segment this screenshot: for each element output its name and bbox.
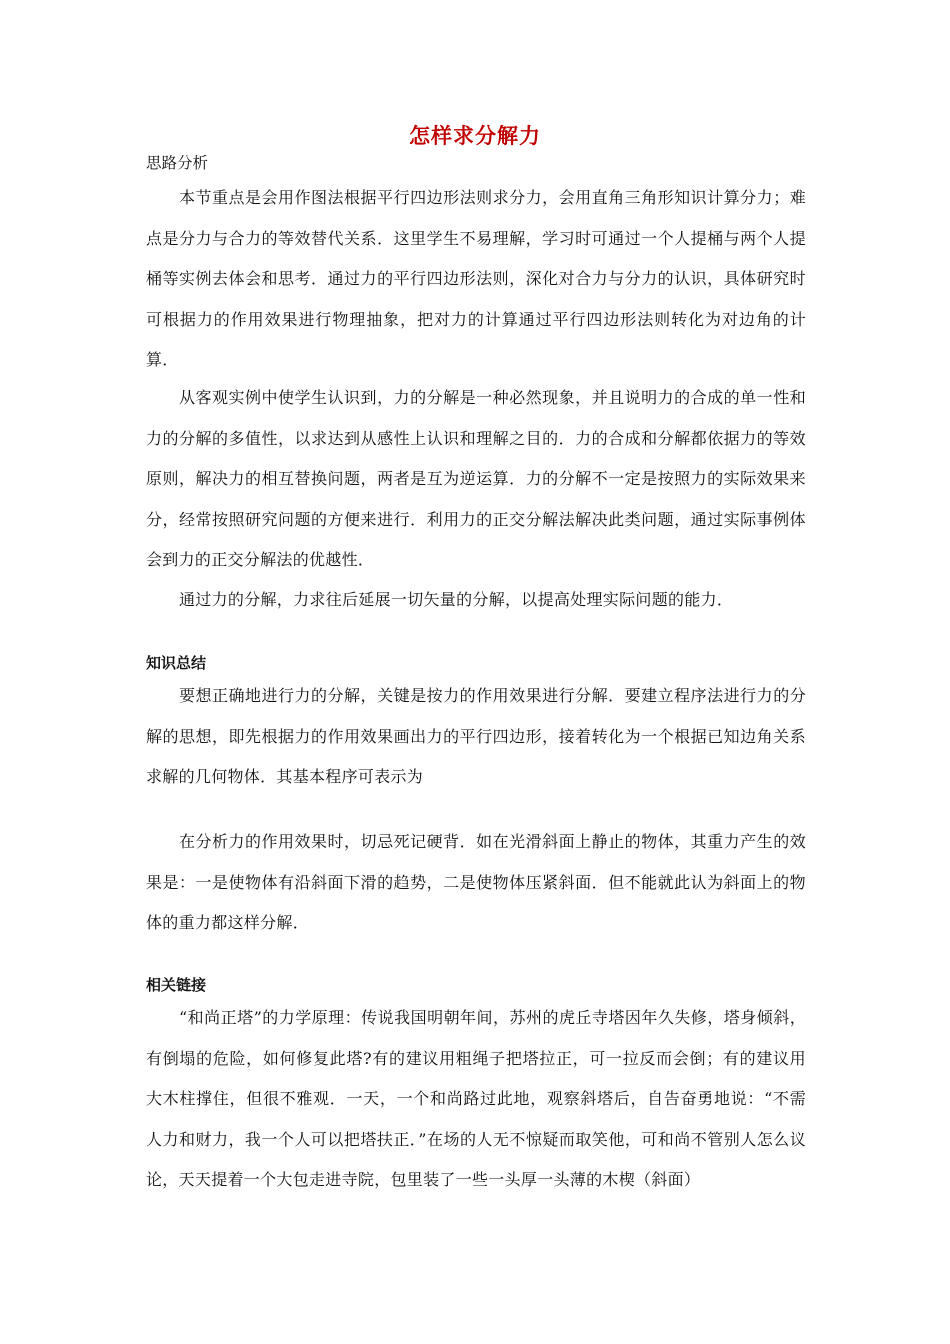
paragraph-analysis-2: 从客观实例中使学生认识到，力的分解是一种必然现象，并且说明力的合成的单一性和力的分解的多值性，以求达到从感性上认识和理解之目的．力的合成和分解都依据力的等效原则，解决力的相互替换问题，两者是互为逆运算．力的分解不一定是按照力的实际效果来分，经常按照研究问题的方便来进行．利用力的正交分解法解决此类问题，通过实际事例体会到力的正交分解法的优越性． bbox=[146, 388, 806, 569]
document-title: 怎样求分解力 bbox=[409, 124, 541, 148]
paragraph-analysis-3: 通过力的分解，力求往后延展一切矢量的分解，以提高处理实际问题的能力． bbox=[179, 590, 734, 609]
section-heading-summary: 知识总结 bbox=[146, 654, 207, 672]
paragraph-summary-1: 要想正确地进行力的分解，关键是按力的作用效果进行分解．要建立程序法进行力的分解的思想，即先根据力的作用效果画出力的平行四边形，接着转化为一个根据已知边角关系求解的几何物体．其基本程序可表示为 bbox=[146, 686, 806, 786]
paragraph-links-1: “和尚正塔”的力学原理：传说我国明朝年间，苏州的虎丘寺塔因年久失修，塔身倾斜，有倒塌的危险，如何修复此塔?有的建议用粗绳子把塔拉正，可一拉反而会倒；有的建议用大木柱撑住，但很不雅观．一天，一个和尚路过此地，观察斜塔后，自告奋勇地说：“不需人力和财力，我一个人可以把塔扶正．”在场的人无不惊疑而取笑他，可和尚不管别人怎么议论，天天提着一个大包走进寺院，包里装了一些一头厚一头薄的木楔（斜面） bbox=[146, 1008, 806, 1189]
paragraph-summary-2: 在分析力的作用效果时，切忌死记硬背．如在光滑斜面上静止的物体，其重力产生的效果是：一是使物体有沿斜面下滑的趋势，二是使物体压紧斜面．但不能就此认为斜面上的物体的重力都这样分解． bbox=[146, 832, 806, 932]
section-heading-analysis: 思路分析 bbox=[146, 154, 209, 172]
paragraph-analysis-1: 本节重点是会用作图法根据平行四边形法则求分力，会用直角三角形知识计算分力；难点是分力与合力的等效替代关系．这里学生不易理解，学习时可通过一个人提桶与两个人提桶等实例去体会和思考．通过力的平行四边形法则，深化对合力与分力的认识，具体研究时可根据力的作用效果进行物理抽象，把对力的计算通过平行四边形法则转化为对边角的计算． bbox=[146, 188, 806, 369]
section-heading-links: 相关链接 bbox=[146, 976, 207, 994]
